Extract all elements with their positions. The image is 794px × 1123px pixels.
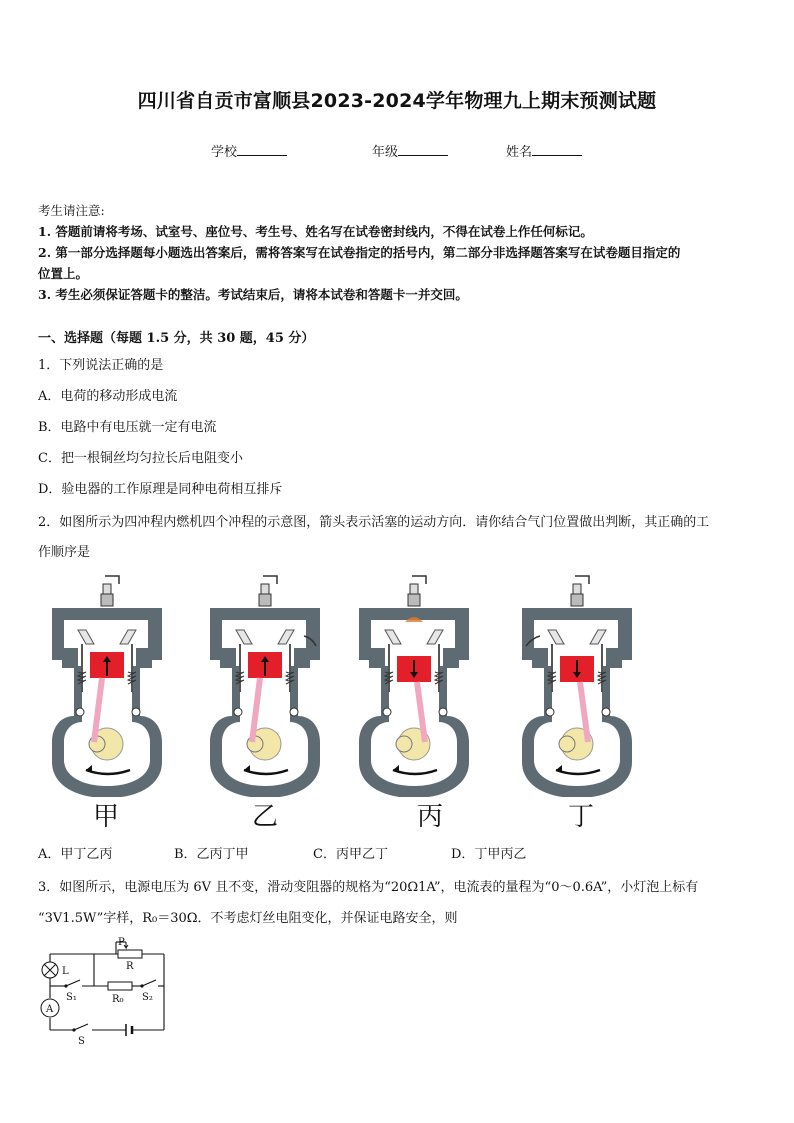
notice-item: 2. 第一部分选择题每小题选出答案后，需将答案写在试卷指定的括号内，第二部分非选择题答案写在试卷题目指定的: [38, 245, 681, 260]
engine-strokes-figure: [0, 572, 794, 797]
engine-jia: [52, 576, 162, 797]
notice-item: 1. 答题前请将考场、试室号、座位号、考生号、姓名写在试卷密封线内，不得在试卷上作任何标记。: [38, 224, 593, 239]
q1-option-a: A．电荷的移动形成电流: [38, 389, 178, 404]
q3-stem-line1: 3．如图所示，电源电压为 6V 且不变，滑动变阻器的规格为“20Ω1A”，电流表的量程为“0～0.6A”，小灯泡上标有: [38, 880, 699, 895]
engine-yi: [210, 576, 320, 797]
label-s1: S₁: [66, 992, 77, 1003]
label-r0: R₀: [112, 994, 124, 1005]
q2-option-d: D．丁甲丙乙: [451, 847, 527, 862]
grade-field: [372, 141, 448, 160]
label-s: S: [78, 1036, 85, 1046]
notice-block: [38, 200, 762, 305]
figure-label-ding: 丁: [568, 802, 595, 832]
engine-ding: [522, 576, 632, 797]
grade-label: 年级: [372, 145, 399, 160]
q1-option-b: B．电路中有电压就一定有电流: [38, 420, 217, 435]
label-s2: S₂: [142, 992, 153, 1003]
label-p: P: [118, 937, 125, 948]
label-a: A: [46, 1004, 54, 1015]
figure-label-yi: 乙: [252, 802, 279, 832]
grade-blank: [398, 143, 448, 156]
q2-option-c: C．丙甲乙丁: [313, 847, 388, 862]
circuit-diagram: [34, 934, 174, 1046]
q3-stem-line2: “3V1.5W”字样，R₀＝30Ω．不考虑灯丝电阻变化，并保证电路安全，则: [38, 911, 458, 926]
notice-heading: 考生请注意:: [38, 203, 105, 218]
resistor-r0: [108, 982, 132, 990]
figure-label-jia: 甲: [93, 802, 120, 832]
section-heading: 一、选择题（每题 1.5 分，共 30 题，45 分）: [38, 331, 315, 346]
q2-stem-line1: 2．如图所示为四冲程内燃机四个冲程的示意图，箭头表示活塞的运动方向．请你结合气门位置做出判断，其正确的工: [38, 515, 710, 530]
label-l: L: [62, 966, 69, 977]
engine-bing: [359, 576, 469, 797]
figure-label-bing: 丙: [417, 802, 444, 832]
name-field: [506, 141, 582, 160]
school-field: [211, 141, 287, 160]
q2-option-a: A．甲丁乙丙: [38, 847, 113, 862]
rheostat-r: [118, 950, 142, 958]
school-label: 学校: [211, 145, 238, 160]
school-blank: [237, 143, 287, 156]
q2-option-b: B．乙丙丁甲: [174, 847, 249, 862]
q2-stem-line2: 作顺序是: [38, 545, 91, 560]
name-label: 姓名: [506, 145, 533, 160]
q1-option-c: C．把一根铜丝均匀拉长后电阻变小: [38, 451, 243, 466]
q1-option-d: D．验电器的工作原理是同种电荷相互排斥: [38, 482, 283, 497]
notice-item: 3. 考生必须保证答题卡的整洁。考试结束后，请将本试卷和答题卡一并交回。: [38, 287, 468, 302]
label-r: R: [126, 961, 134, 972]
notice-item: 位置上。: [38, 266, 89, 281]
q1-stem: 1．下列说法正确的是: [38, 358, 164, 373]
name-blank: [532, 143, 582, 156]
page-title: 四川省自贡市富顺县2023-2024学年物理九上期末预测试题: [137, 90, 657, 112]
